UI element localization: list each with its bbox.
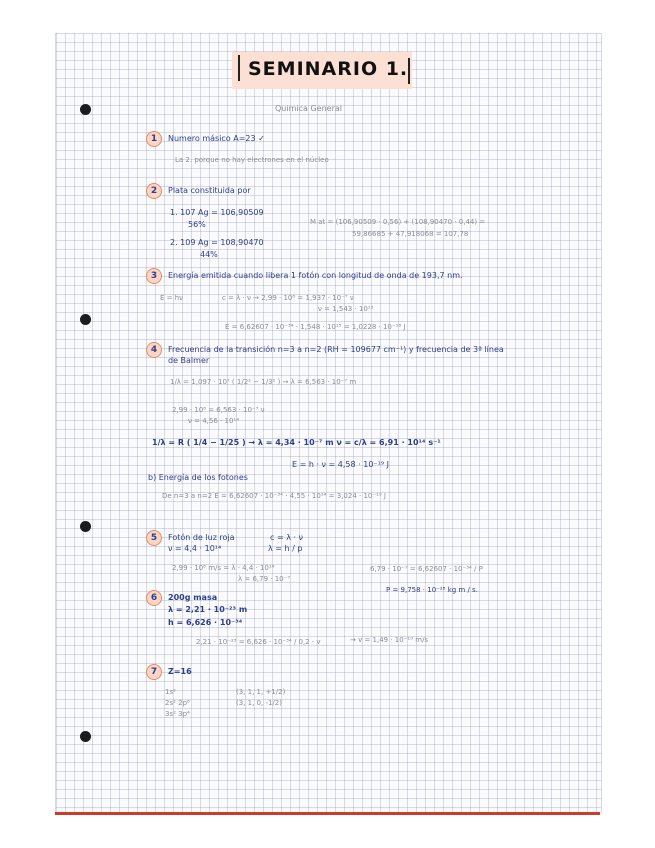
formula: 1/λ = R ( 1/4 − 1/25 ) → λ = 4,34 · 10⁻⁷ m ν = c/λ = 6,91 · 10¹⁴ s⁻¹ bbox=[152, 438, 441, 447]
calc-line: 59,86685 + 47,918068 = 107,78 bbox=[352, 230, 469, 238]
section-heading: Plata constituida por bbox=[168, 186, 251, 195]
electron-config: 2s² 2p⁶ bbox=[165, 699, 190, 707]
isotope-line: 2. 109 Ag = 108,90470 bbox=[170, 238, 264, 247]
formula: 2,99 · 10⁸ m/s = λ · 4,4 · 10¹⁴ bbox=[172, 564, 275, 572]
result: P = 9,758 · 10⁻²⁸ kg m / s. bbox=[386, 586, 478, 594]
formula: 2,21 · 10⁻²³ = 6,626 · 10⁻³⁴ / 0,2 · v bbox=[196, 638, 321, 646]
formula: ν = 1,543 · 10¹⁵ bbox=[318, 305, 374, 313]
formula: λ = 2,21 · 10⁻²³ m bbox=[168, 605, 248, 614]
section-number: 2 bbox=[146, 183, 162, 199]
formula: ν = 4,4 · 10¹⁴ bbox=[168, 544, 222, 553]
formula: h = 6,626 · 10⁻³⁴ bbox=[168, 618, 243, 627]
binder-hole bbox=[80, 104, 91, 115]
electron-config: 1s² bbox=[165, 688, 176, 696]
section-heading: Numero másico A=23 ✓ bbox=[168, 134, 265, 143]
section-number: 6 bbox=[146, 590, 162, 606]
formula: E = hν bbox=[160, 294, 184, 302]
section-number: 3 bbox=[146, 268, 162, 284]
formula: λ = 6,79 · 10⁻⁷ bbox=[238, 575, 291, 583]
calc-line: M at = (106,90509 · 0,56) + (108,90470 · 0,44) = bbox=[310, 218, 486, 226]
title-bar-left bbox=[238, 55, 240, 81]
isotope-percent: 56% bbox=[188, 220, 206, 229]
formula: 1/λ = 1,097 · 10⁷ ( 1/2² − 1/3² ) → λ = 6,563 · 10⁻⁷ m bbox=[170, 378, 357, 386]
binder-hole bbox=[80, 521, 91, 532]
formula: λ = h / p bbox=[268, 544, 303, 553]
section-heading: Energía emitida cuando libera 1 fotón con longitud de onda de 193,7 nm. bbox=[168, 271, 463, 280]
formula: ν = 4,56 · 10¹⁴ bbox=[188, 417, 240, 425]
page-subtitle: Quimica General bbox=[275, 104, 342, 113]
section-number: 7 bbox=[146, 664, 162, 680]
page-edge-stripe bbox=[55, 812, 600, 815]
formula: → v = 1,49 · 10⁻¹⁰ m/s bbox=[350, 636, 429, 644]
binder-hole bbox=[80, 731, 91, 742]
formula: c = λ · ν bbox=[270, 533, 304, 542]
formula: E = 6,62607 · 10⁻³⁴ · 1,548 · 10¹⁵ = 1,0228 · 10⁻¹⁸ J bbox=[225, 323, 406, 331]
formula: 6,79 · 10⁻⁷ = 6,62607 · 10⁻³⁴ / P bbox=[370, 565, 483, 573]
notebook-sheet bbox=[55, 33, 602, 813]
subheading: b) Energía de los fotones bbox=[148, 473, 248, 482]
binder-hole bbox=[80, 314, 91, 325]
quantum-numbers: (3, 1, 1, +1/2) bbox=[236, 688, 286, 696]
section-number: 1 bbox=[146, 131, 162, 147]
isotope-line: 1. 107 Ag = 106,90509 bbox=[170, 208, 264, 217]
section-heading: 200g masa bbox=[168, 593, 218, 602]
formula: c = λ · ν → 2,99 · 10⁸ = 1,937 · 10⁻⁷ ν bbox=[222, 294, 354, 302]
isotope-percent: 44% bbox=[200, 250, 218, 259]
section-heading: Z=16 bbox=[168, 667, 192, 676]
section-heading: Frecuencia de la transición n=3 a n=2 (RH = 109677 cm⁻¹) y frecuencia de 3ª línea bbox=[168, 345, 504, 354]
formula: E = h · ν = 4,58 · 10⁻¹⁹ J bbox=[292, 460, 389, 469]
section-number: 5 bbox=[146, 530, 162, 546]
electron-config: 3s² 3p⁴ bbox=[165, 710, 190, 718]
quantum-numbers: (3, 1, 0, -1/2) bbox=[236, 699, 282, 707]
section-heading-cont: de Balmer bbox=[168, 356, 210, 365]
formula: De n=3 a n=2 E = 6,62607 · 10⁻³⁴ · 4,55 · 10¹⁴ = 3,024 · 10⁻¹⁹ J bbox=[162, 492, 386, 500]
page-title: SEMINARIO 1. bbox=[248, 58, 409, 80]
section-heading: Fotón de luz roja bbox=[168, 533, 235, 542]
formula: 2,99 · 10⁸ = 6,563 · 10⁻⁷ ν bbox=[172, 406, 265, 414]
section-number: 4 bbox=[146, 342, 162, 358]
title-bar-right bbox=[408, 58, 410, 84]
answer-note: La 2. porque no hay electrones en el núcleo bbox=[175, 156, 329, 164]
